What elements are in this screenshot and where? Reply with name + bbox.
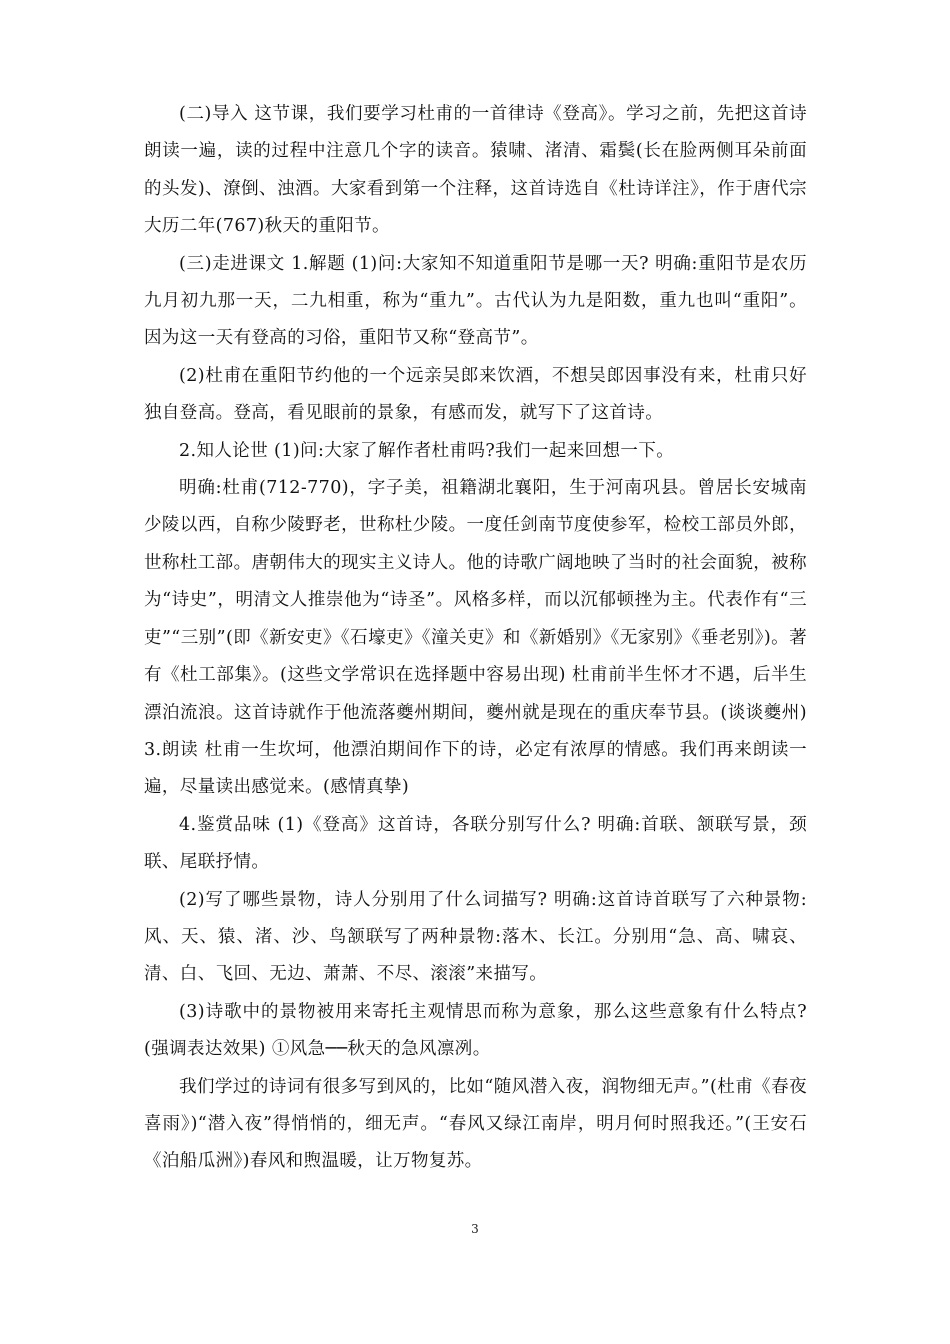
paragraph-know-author: 2.知人论世 (1)问:大家了解作者杜甫吗?我们一起来回想一下。 — [179, 440, 675, 461]
paragraph-author-bio: 明确:杜甫(712-770)，字子美，祖籍湖北襄阳，生于河南巩县。曾居长安城南少陵以西，自称少陵野老，世称杜少陵。一度任剑南节度使参军，检校工部员外郎，世称杜工部。唐朝伟大的现实主义诗人。他的诗歌广阔地映了当时的社会面貌，被称为“诗史”，明清文人推崇他为“诗圣”。风格多样，而以沉郁顿挫为主。代表作有“三吏”“三别”(即《新安吏》《石壕吏》《潼关吏》和《新婚别》《无家别》《垂老别》)。著有《杜工部集》。(这些文学常识在选择题中容易出现) 杜甫前半生怀才不遇，后半生漂泊流浪。这首诗就作于他流落夔州期间，夔州就是现在的重庆奉节县。(谈谈夔州) 3.朗读 杜甫一生坎坷，他漂泊期间作下的诗，必定有浓厚的情感。我们再来朗读一遍，尽量读出感觉来。(感情真挚) — [144, 478, 807, 798]
paragraph-wind-poems: 我们学过的诗词有很多写到风的，比如“随风潜入夜，润物细无声。”(杜甫《春夜喜雨》)“潜入夜”得悄悄的，细无声。“春风又绿江南岸，明月何时照我还。”(王安石《泊船瓜洲》)春风和煦温暖，让万物复苏。 — [144, 1076, 807, 1172]
paragraph-imagery: (3)诗歌中的景物被用来寄托主观情思而称为意象，那么这些意象有什么特点?(强调表达效果) ①风急──秋天的急风凛冽。 — [144, 1001, 807, 1060]
body-text — [144, 96, 807, 1181]
paragraph-appreciation: 4.鉴赏品味 (1)《登高》这首诗，各联分别写什么? 明确:首联、颔联写景，颈联、尾联抒情。 — [144, 814, 807, 873]
paragraph-intro: (二)导入 这节课，我们要学习杜甫的一首律诗《登高》。学习之前，先把这首诗朗读一遍，读的过程中注意几个字的读音。猿啸、渚清、霜鬓(长在脸两侧耳朵前面的头发)、潦倒、浊酒。大家看到第一个注释，这首诗选自《杜诗详注》，作于唐代宗大历二年(767)秋天的重阳节。 — [144, 104, 807, 237]
page-number: 3 — [471, 1222, 479, 1236]
paragraph-scenery: (2)写了哪些景物，诗人分别用了什么词描写? 明确:这首诗首联写了六种景物:风、天、猿、渚、沙、鸟颔联写了两种景物:落木、长江。分别用“急、高、啸哀、清、白、飞回、无边、萧萧、不尽、滚滚”来描写。 — [144, 889, 807, 985]
paragraph-enter-text: (三)走进课文 1.解题 (1)问:大家知不知道重阳节是哪一天? 明确:重阳节是农历九月初九那一天，二九相重，称为“重九”。古代认为九是阳数，重九也叫“重阳”。因为这一天有登高的习俗，重阳节又称“登高节”。 — [144, 253, 807, 349]
paragraph-dufu-invitation: (2)杜甫在重阳节约他的一个远亲吴郎来饮酒，不想吴郎因事没有来，杜甫只好独自登高。登高，看见眼前的景象，有感而发，就写下了这首诗。 — [144, 365, 807, 424]
